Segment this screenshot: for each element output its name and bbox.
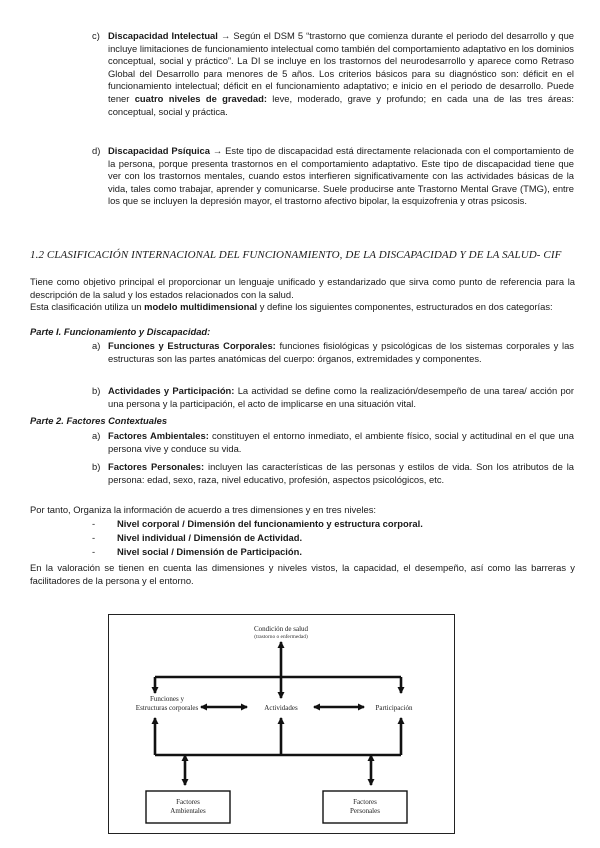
list-marker: b) [92,385,101,396]
list-marker: a) [92,430,101,441]
item-title: Discapacidad Intelectual [108,30,218,41]
item-bold: cuatro niveles de gravedad: [134,92,267,104]
health-condition-label: Condición de salud [253,625,309,633]
item-text: leve, moderado, grave y profundo; en cada una de las tres áreas: conceptual, social y práctica. [108,92,574,117]
dash-bullet: - [92,518,96,529]
item-title: Factores Personales: [108,461,205,472]
level-item: Nivel corporal / Dimensión del funcionamiento y estructura corporal. [117,518,423,529]
item-text: La actividad se define como la realización/desempeño de una tarea/ acción por una persona y la participación, el acto de implicarse en una situación vital. [108,385,574,409]
body-functions-label: Funciones y [149,695,185,703]
personal-factors-label: Factores [353,798,377,806]
item-environmental-factors [108,430,574,455]
list-marker: b) [92,461,101,472]
environmental-factors-label-2: Ambientales [170,807,206,815]
list-marker: a) [92,340,101,351]
item-activities [108,385,574,410]
dash-bullet: - [92,546,96,557]
item-title: Discapacidad Psíquica [108,145,210,156]
level-item: Nivel individual / Dimensión de Actividad. [117,532,303,543]
levels-intro: Por tanto, Organiza la información de acuerdo a tres dimensiones y en tres niveles: [30,504,377,515]
item-text: → Este tipo de discapacidad está directamente relacionada con el comportamiento de la persona, porque presenta trastornos en el comportamiento adaptativo. Este tipo de discapacidad tiene que ver con los trastornos mentales, cuando estos interfieren significativamente con las actividades básicas de la vida, tales como trabajar, aprender y comunicarse. Suele producirse ante Trastorno Mental Grave (TMG), entre los que se incluyen la depresión mayor, el trastorno afectivo bipolar, la esquizofrenia y otras psicosis. [108,145,574,207]
intro-bold: modelo multidimensional [144,301,258,312]
item-psychic-disability [108,145,574,208]
item-text: constituyen el entorno inmediato, el ambiente físico, social y actitudinal en el que una persona vive y conduce su vida. [108,430,574,454]
personal-factors-label-2: Personales [350,807,380,815]
dash-bullet: - [92,532,96,543]
item-text: → Según el DSM 5 “trastorno que comienza durante el periodo del desarrollo y que incluye limitaciones de funcionamiento intelectual como también del comportamiento adaptativo en los dominios conceptual, social y práctico”. La DI se incluye en los trastornos del neurodesarrollo y aparece como Retraso Global del Desarrollo para menores de 5 años. Los criterios básicos para su diagnóstico son: déficit en el funcionamiento intelectual; déficit en el funcionamiento adaptativo; e inicio en el periodo de desarrollo. Puede tener [108,30,575,104]
environmental-factors-label: Factores [176,798,200,806]
item-title: Funciones y Estructuras Corporales: [108,340,276,351]
intro-paragraph: Tiene como objetivo principal el proporcionar un lenguaje unificado y estandarizado que sirva como punto de referencia para la descripción de la salud y los estados relacionados con la salud. [30,276,575,300]
item-personal-factors [108,461,574,486]
icf-diagram-svg [109,615,454,833]
health-connector [155,642,401,698]
item-title: Factores Ambientales: [108,430,209,441]
part-2-title: Parte 2. Factores Contextuales [30,415,168,426]
intro-text: y define los siguientes componentes, estructurados en dos categorías: [257,301,553,312]
body-structures-label: Estructuras corporales [135,704,199,712]
intro-text: Esta clasificación utiliza un [30,301,145,312]
item-title: Actividades y Participación: [108,385,235,396]
contextual-connector [155,718,401,785]
list-marker: d) [92,145,101,156]
part-1-title: Parte I. Funcionamiento y Discapacidad: [30,326,211,337]
icf-diagram [108,614,455,834]
health-condition-sub: (trastorno o enfermedad) [254,634,308,640]
item-text: incluyen las características de las personas y estilos de vida. Son los atributos de la persona: edad, sexo, raza, nivel educativo, profesión, aspectos psicológicos, etc. [108,461,575,485]
item-body-functions [108,340,574,365]
intro-paragraph-2 [30,301,575,314]
item-text: funciones fisiológicas y psicológicas de los sistemas corporales y las estructuras son las partes anatómicas del cuerpo: órganos, extremidades y componentes. [108,340,574,364]
participation-label: Participación [375,704,413,712]
list-marker: c) [92,30,100,41]
item-intellectual-disability [108,30,574,118]
closing-paragraph: En la valoración se tienen en cuenta las dimensiones y niveles vistos, la capacidad, el desempeño, así como las barreras y facilitadores de la persona y el entorno. [30,562,575,586]
activities-label: Actividades [264,704,298,712]
level-item: Nivel social / Dimensión de Participación. [117,546,302,557]
section-heading: 1.2 CLASIFICACIÓN INTERNACIONAL DEL FUNCIONAMIENTO, DE LA DISCAPACIDAD Y DE LA SALUD- CIF [30,249,562,261]
